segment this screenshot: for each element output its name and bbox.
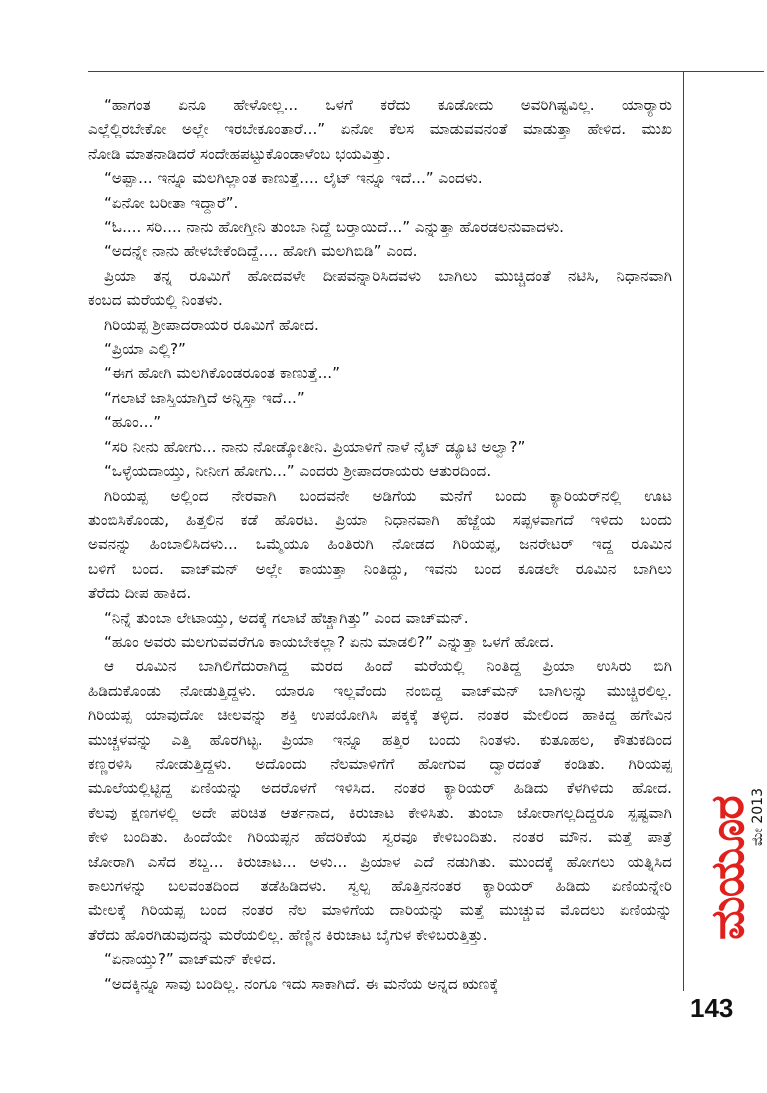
magazine-logo: ಮಯೂರ bbox=[700, 796, 754, 940]
text-line: ಜೋರಾಗಿ ಎಸೆದ ಶಬ್ದ... ಕಿರುಚಾಟ... ಅಳು... ಪ್ರಿಯಾಳ ಎದೆ ನಡುಗಿತು. ಮುಂದಕ್ಕೆ ಹೋಗಲು ಯತ್ನಿಸಿದ bbox=[88, 852, 672, 871]
text-line: “ಏನಾಯ್ತು?” ವಾಚ್‌ಮನ್ ಕೇಳಿದ. bbox=[104, 950, 277, 969]
text-line: ಮುಚ್ಚಳವನ್ನು ಎತ್ತಿ ಹೊರಗಿಟ್ಟ. ಪ್ರಿಯಾ ಇನ್ನೂ ಹತ್ತಿರ ಬಂದು ನಿಂತಳು. ಕುತೂಹಲ, ಕೌತುಕದಿಂದ bbox=[88, 730, 672, 749]
text-line: ಗಿರಿಯಪ್ಪ ಯಾವುದೋ ಚೀಲವನ್ನು ಶಕ್ತಿ ಉಪಯೋಗಿಸಿ ಪಕ್ಕಕ್ಕೆ ತಳ್ಳಿದ. ನಂತರ ಮೇಲಿಂದ ಹಾಕಿದ್ದ ಹಗೇವಿನ bbox=[88, 706, 672, 725]
text-line: ಬಳಿಗೆ ಬಂದ. ವಾಚ್‌ಮನ್ ಅಲ್ಲೇ ಕಾಯುತ್ತಾ ನಿಂತಿದ್ದು, ಇವನು ಬಂದ ಕೂಡಲೇ ರೂಮಿನ ಬಾಗಿಲು bbox=[88, 559, 672, 578]
text-line: “ಹಾಗಂತ ಏನೂ ಹೇಳೋಲ್ಲ... ಒಳಗೆ ಕರೆದು ಕೂಡೋದು ಅವರಿಗಿಷ್ಟವಿಲ್ಲ. ಯಾರ್‍ಯಾರು bbox=[104, 96, 672, 114]
text-line: ಅವನನ್ನು ಹಿಂಬಾಲಿಸಿದಳು... ಒಮ್ಮೆಯೂ ಹಿಂತಿರುಗಿ ನೋಡದ ಗಿರಿಯಪ್ಪ, ಜನರೇಟರ್ ಇದ್ದ ರೂಮಿನ bbox=[88, 535, 672, 554]
text-line: “ಸರಿ ನೀನು ಹೋಗು... ನಾನು ನೋಡ್ಕೋತೀನಿ. ಪ್ರಿಯಾಳಿಗೆ ನಾಳೆ ನೈಟ್ ಡ್ಯೂಟಿ ಅಲ್ವಾ?” bbox=[104, 437, 526, 456]
text-line: ತೆರೆದು ದೀಪ ಹಾಕಿದ. bbox=[88, 584, 192, 603]
text-line: ಗಿರಿಯಪ್ಪ ಶ್ರೀಪಾದರಾಯರ ರೂಮಿಗೆ ಹೋದ. bbox=[104, 315, 319, 334]
story-text bbox=[88, 93, 672, 996]
page-number: 143 bbox=[690, 993, 734, 1023]
text-line: “ಅದಕ್ಕಿನ್ನೂ ಸಾವು ಬಂದಿಲ್ಲ. ನಂಗೂ ಇದು ಸಾಕಾಗಿದೆ. ಈ ಮನೆಯ ಅನ್ನದ ಋಣಕ್ಕೆ bbox=[104, 974, 499, 993]
text-line: ಹಿಡಿದುಕೊಂಡು ನೋಡುತ್ತಿದ್ದಳು. ಯಾರೂ ಇಲ್ಲವೆಂದು ನಂಬಿದ್ದ ವಾಚ್‌ಮನ್ ಬಾಗಿಲನ್ನು ಮುಚ್ಚಿರಲಿಲ್ಲ. bbox=[88, 681, 672, 700]
text-line: “ಈಗ ಹೋಗಿ ಮಲಗಿಕೊಂಡರೂಂತ ಕಾಣುತ್ತೆ...” bbox=[104, 364, 340, 383]
top-rule bbox=[88, 71, 764, 72]
text-line: ತುಂಬಿಸಿಕೊಂಡು, ಹಿತ್ತಲಿನ ಕಡೆ ಹೊರಟ. ಪ್ರಿಯಾ ನಿಧಾನವಾಗಿ ಹೆಜ್ಜೆಯ ಸಪ್ಪಳವಾಗದೆ ಇಳಿದು ಬಂದು bbox=[88, 510, 672, 529]
text-line: ಕೇಳಿ ಬಂದಿತು. ಹಿಂದೆಯೇ ಗಿರಿಯಪ್ಪನ ಹೆದರಿಕೆಯ ಸ್ವರವೂ ಕೇಳಿಬಂದಿತು. ನಂತರ ಮೌನ. ಮತ್ತೆ ಪಾತ್ರೆ bbox=[88, 828, 672, 847]
text-line: ಕಾಲುಗಳನ್ನು ಬಲವಂತದಿಂದ ತಡೆಹಿಡಿದಳು. ಸ್ವಲ್ಪ ಹೊತ್ತಿನನಂತರ ಕ್ಯಾರಿಯರ್ ಹಿಡಿದು ಏಣಿಯನ್ನೇರಿ bbox=[88, 877, 672, 895]
text-line: ಎಲ್ಲೆಲ್ಲಿರಬೇಕೋ ಅಲ್ಲೇ ಇರಬೇಕೂಂತಾರೆ...” ಏನೋ ಕೆಲಸ ಮಾಡುವವನಂತೆ ಮಾಡುತ್ತಾ ಹೇಳಿದ. ಮುಖ bbox=[88, 120, 672, 139]
text-line: ಕಂಬದ ಮರೆಯಲ್ಲಿ ನಿಂತಳು. bbox=[88, 291, 223, 310]
magazine-masthead bbox=[700, 788, 766, 985]
text-line: “ಒಳ್ಳೆಯದಾಯ್ತು, ನೀನೀಗ ಹೋಗು...” ಎಂದರು ಶ್ರೀಪಾದರಾಯರು ಆತುರದಿಂದ. bbox=[104, 462, 492, 481]
text-line: ಆ ರೂಮಿನ ಬಾಗಿಲಿಗೆದುರಾಗಿದ್ದ ಮರದ ಹಿಂದೆ ಮರೆಯಲ್ಲಿ ನಿಂತಿದ್ದ ಪ್ರಿಯಾ ಉಸಿರು ಬಿಗಿ bbox=[104, 657, 672, 676]
text-line: ಕಣ್ಣರಳಿಸಿ ನೋಡುತ್ತಿದ್ದಳು. ಅದೊಂದು ನೆಲಮಾಳಿಗೆಗೆ ಹೋಗುವ ದ್ವಾರದಂತೆ ಕಂಡಿತು. ಗಿರಿಯಪ್ಪ bbox=[88, 754, 672, 773]
text-line: ತೆರೆದು ಹೊರಗಿಡುವುದನ್ನು ಮರೆಯಲಿಲ್ಲ. ಹೆಣ್ಣಿನ ಕಿರುಚಾಟ ಬೈಗುಳ ಕೇಳಿಬರುತ್ತಿತ್ತು. bbox=[88, 925, 488, 944]
text-line: “ಓ.... ಸರಿ.... ನಾನು ಹೋಗ್ತೀನಿ ತುಂಬಾ ನಿದ್ದೆ ಬರ್‍ತಾಯಿದೆ...” ಎನ್ನುತ್ತಾ ಹೊರಡಲನುವಾದಳು. bbox=[104, 218, 564, 237]
text-line: “ಅದನ್ನೇ ನಾನು ಹೇಳಬೇಕೆಂದಿದ್ದೆ.... ಹೋಗಿ ಮಲಗಿಬಿಡಿ” ಎಂದ. bbox=[104, 242, 418, 261]
text-line: ಗಿರಿಯಪ್ಪ ಅಲ್ಲಿಂದ ನೇರವಾಗಿ ಬಂದವನೇ ಅಡಿಗೆಯ ಮನೆಗೆ ಬಂದು ಕ್ಯಾರಿಯರ್‌ನಲ್ಲಿ ಊಟ bbox=[104, 486, 672, 505]
text-line: ಮೇಲಕ್ಕೆ ಗಿರಿಯಪ್ಪ ಬಂದ ನಂತರ ನೆಲ ಮಾಳಿಗೆಯ ದಾರಿಯನ್ನು ಮತ್ತೆ ಮುಚ್ಚುವ ಮೊದಲು ಏಣಿಯನ್ನು bbox=[88, 901, 672, 920]
issue-date: ಮೇ 2013 bbox=[750, 788, 766, 846]
text-line: ಮೂಲೆಯಲ್ಲಿಟ್ಟಿದ್ದ ಏಣಿಯನ್ನು ಅದರೊಳಗೆ ಇಳಿಸಿದ. ನಂತರ ಕ್ಯಾರಿಯರ್ ಹಿಡಿದು ಕೆಳಗಿಳಿದು ಹೋದ. bbox=[88, 779, 672, 798]
text-line: “ಪ್ರಿಯಾ ಎಲ್ಲಿ?” bbox=[104, 340, 186, 359]
text-line: “ಗಲಾಟೆ ಜಾಸ್ತಿಯಾಗ್ತಿದೆ ಅನ್ನಿಸ್ತಾ ಇದೆ...” bbox=[104, 388, 305, 407]
text-line: ಕೆಲವು ಕ್ಷಣಗಳಲ್ಲಿ ಅದೇ ಪರಿಚಿತ ಆರ್ತನಾದ, ಕಿರುಚಾಟ ಕೇಳಿಸಿತು. ತುಂಬಾ ಜೋರಾಗಲ್ಲದಿದ್ದರೂ ಸ್ಪಷ್ಟವಾಗಿ bbox=[88, 803, 672, 822]
text-line: “ಏನೋ ಬರೀತಾ ಇದ್ದಾರೆ”. bbox=[104, 193, 239, 212]
text-line: ಪ್ರಿಯಾ ತನ್ನ ರೂಮಿಗೆ ಹೋದವಳೇ ದೀಪವನ್ನಾರಿಸಿದವಳು ಬಾಗಿಲು ಮುಚ್ಚಿದಂತೆ ನಟಿಸಿ, ನಿಧಾನವಾಗಿ bbox=[104, 266, 672, 285]
text-line: “ಹೂಂ ಅವರು ಮಲಗುವವರೆಗೂ ಕಾಯಬೇಕಲ್ಲಾ? ಏನು ಮಾಡಲಿ?” ಎನ್ನುತ್ತಾ ಒಳಗೆ ಹೋದ. bbox=[104, 632, 555, 651]
text-line: “ಹೂಂ...” bbox=[104, 413, 162, 432]
text-line: “ನಿನ್ನೆ ತುಂಬಾ ಲೇಟಾಯ್ತು, ಅದಕ್ಕೆ ಗಲಾಟೆ ಹೆಚ್ಚಾಗಿತ್ತು” ಎಂದ ವಾಚ್‌ಮನ್. bbox=[104, 608, 469, 627]
text-line: ನೋಡಿ ಮಾತನಾಡಿದರೆ ಸಂದೇಹಪಟ್ಟುಕೊಂಡಾಳೆಂಬ ಭಯವಿತ್ತು. bbox=[88, 144, 391, 163]
right-rule bbox=[683, 71, 684, 991]
text-line: “ಅಪ್ಪಾ... ಇನ್ನೂ ಮಲಗಿಲ್ಲಾಂತ ಕಾಣುತ್ತೆ.... ಲೈಟ್ ಇನ್ನೂ ಇದೆ...” ಎಂದಳು. bbox=[104, 169, 483, 188]
